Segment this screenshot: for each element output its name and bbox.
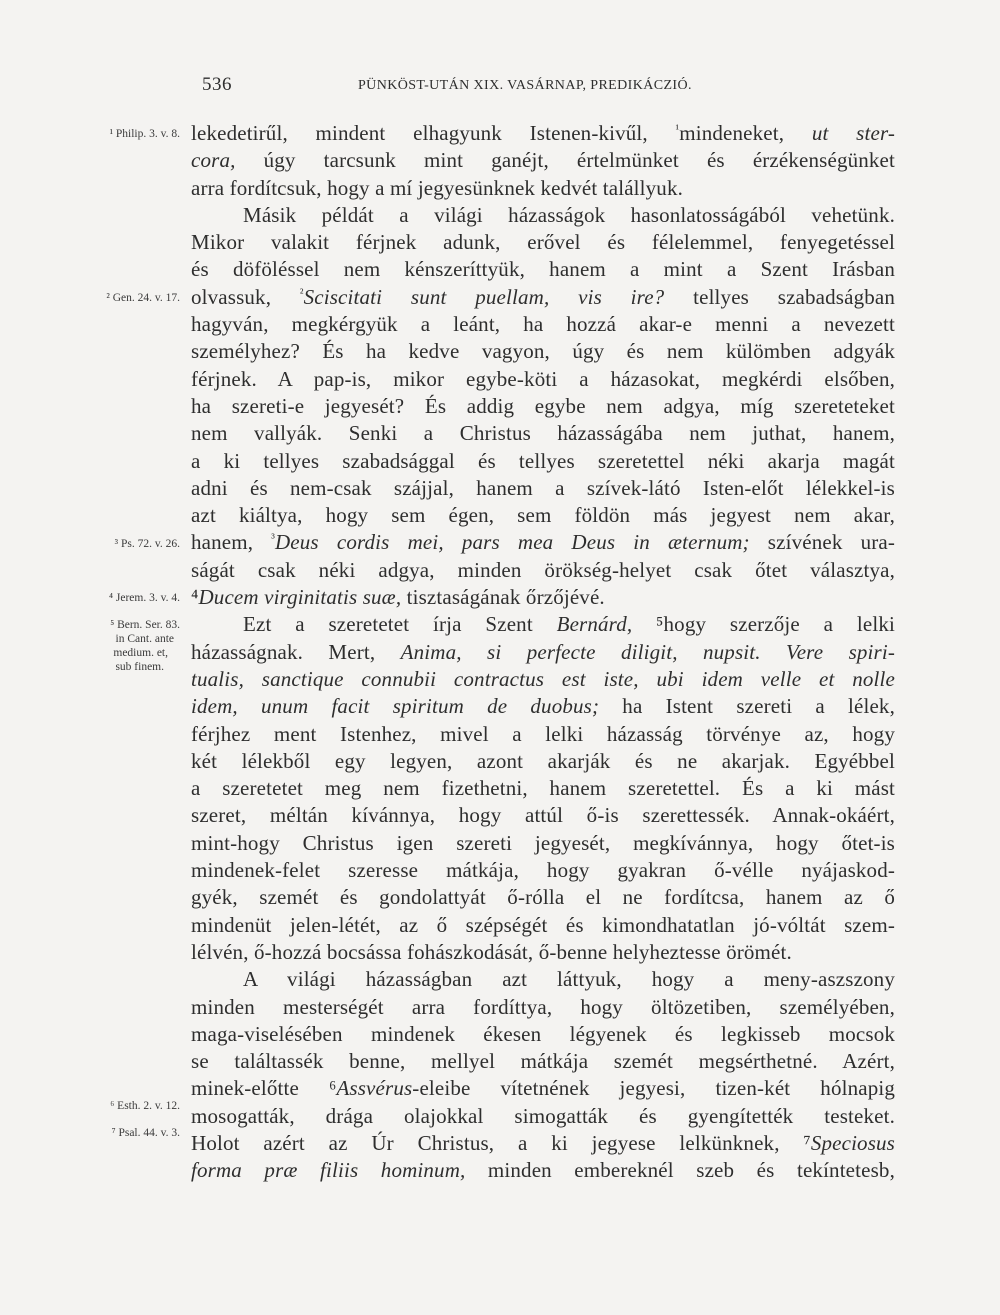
text-line: azt kiáltya, hogy sem égen, sem földön más jegyest nem akar,	[191, 503, 895, 528]
text-line: olvassuk, $^{^2}$Sciscitati sunt puellam, vis ire? tellyes szabadságban	[191, 284, 896, 309]
text-line: nem vallyák. Senki a Christus házasságába nem juthat, hanem,	[191, 421, 895, 446]
text-line: ha szereti-e jegyesét? És addig egybe nem adgya, míg szereteteket	[191, 393, 895, 418]
margin-note: ⁷ Psal. 44. v. 3.	[111, 1127, 180, 1139]
margin-note: ² Gen. 24. v. 17.	[106, 292, 180, 304]
text-line: mindenüt jelen-létét, az ő szépségét és kimondhatatlan jó-vóltát szem-	[191, 912, 895, 937]
text-line: mosogatták, drága olajokkal simogatták és gyengítették testeket.	[191, 1103, 895, 1128]
text-line: arra fordítcsuk, hogy a mí jegyesünknek kedvét talállyuk.	[191, 175, 683, 200]
text-line: szeret, méltán kívánnya, hogy attúl ő-is szerettessék. Annak-okáért,	[191, 803, 895, 828]
text-line: Holot azért az Úr Christus, a ki jegyese lelkünknek, ⁷Speciosus	[191, 1130, 895, 1155]
margin-note: ³ Ps. 72. v. 26.	[114, 538, 180, 550]
margin-note: ⁵ Bern. Ser. 83.	[110, 619, 180, 631]
text-line: hagyván, megkérgyük a leánt, ha hozzá akar-e menni a nevezett	[191, 312, 895, 337]
text-line: férjnek. A pap-is, mikor egybe-köti a házasokat, megkérdi elsőben,	[191, 366, 895, 391]
text-line: a ki tellyes szabadsággal és tellyes szeretettel néki akarja magát	[191, 448, 895, 473]
text-line: ⁴Ducem virginitatis suæ, tisztaságának őrzőjévé.	[191, 585, 605, 610]
text-line: és döföléssel nem kénszeríttyük, hanem a mint a Szent Irásban	[191, 257, 895, 282]
text-line: A világi házasságban azt láttyuk, hogy a meny-aszszony	[243, 967, 895, 992]
text-line: adni és nem-csak szájjal, hanem a szívek-látó Isten-előt lélekkel-is	[191, 475, 895, 500]
text-line: a szeretetet meg nem fizethetni, hanem szeretettel. És a ki mást	[191, 776, 895, 801]
text-line: személyhez? És ha kedve vagyon, úgy és nem külömben adgyák	[191, 339, 895, 364]
margin-note: ¹ Philip. 3. v. 8.	[109, 128, 180, 140]
text-line: lélvén, ő-hozzá bocsássa fohászkodását, ő-benne helyheztesse örömét.	[191, 939, 792, 964]
margin-note: sub finem.	[115, 661, 164, 673]
text-line: mint-hogy Christus igen szereti jegyesét, megkívánnya, hogy őtet-is	[191, 830, 895, 855]
text-line: ságát csak néki adgya, minden örökség-helyet csak őtet választya,	[191, 557, 895, 582]
text-line: Mikor valakit férjnek adunk, erővel és félelemmel, fenyegetéssel	[191, 230, 895, 255]
running-title: PÜNKÖST-UTÁN XIX. VASÁRNAP, PREDIKÁCZIÓ.	[358, 78, 692, 93]
text-line: Másik példát a világi házasságok hasonlatosságából vehetünk.	[243, 202, 895, 227]
margin-notes	[0, 0, 190, 1315]
text-line: minek-előtte ⁶Assvérus-eleibe vítetnének jegyesi, tizen-két hólnapig	[191, 1076, 895, 1101]
text-line: idem, unum facit spiritum de duobus; ha Istent szereti a lélek,	[191, 694, 895, 719]
text-line: házasságnak. Mert, Anima, si perfecte diligit, nupsit. Vere spiri-	[191, 639, 895, 664]
text-line: Ezt a szeretetet írja Szent Bernárd, ⁵hogy szerzője a lelki	[243, 612, 895, 637]
text-line: gyék, szemét és gondolattyát ő-rólla el ne fordítcsa, hanem az ő	[191, 885, 895, 910]
text-line: forma præ filiis hominum, minden embereknél szeb és tekíntetesb,	[191, 1158, 895, 1183]
text-line: mindenek-felet szeresse mátkája, hogy gyakran ő-vélle nyájaskod-	[191, 858, 895, 883]
page-number: 536	[202, 74, 232, 95]
text-line: férjhez ment Istenhez, mivel a lelki házasság törvénye az, hogy	[191, 721, 895, 746]
text-line: lekedetirűl, mindent elhagyunk Istenen-kivűl, $^{^1}$mindeneket, ut ster-	[191, 121, 895, 145]
text-line: maga-viselésében mindenek ékesen légyenek és legkisseb mocsok	[191, 1021, 895, 1046]
body-text	[191, 120, 895, 1185]
text-line: tualis, sanctique connubii contractus est iste, ubi idem velle et nolle	[191, 666, 895, 691]
margin-note: in Cant. ante	[115, 633, 174, 645]
text-line: cora, úgy tarcsunk mint ganéjt, értelmünket és érzékenségünket	[191, 148, 895, 173]
text-line: minden mesterségét arra fordíttya, hogy öltözetiben, személyében,	[191, 994, 895, 1019]
margin-note: ⁴ Jerem. 3. v. 4.	[109, 592, 180, 604]
text-line: se találtassék benne, mellyel mátkája szemét megsérthetné. Azért,	[191, 1049, 895, 1074]
margin-note: ⁶ Esth. 2. v. 12.	[110, 1100, 180, 1112]
text-line: hanem, $^{^3}$Deus cordis mei, pars mea Deus in æternum; szívének ura-	[191, 530, 895, 555]
text-line: két lélekből egy legyen, azont akarják és ne akarjak. Egyébbel	[191, 748, 895, 773]
margin-note: medium. et,	[113, 647, 168, 659]
